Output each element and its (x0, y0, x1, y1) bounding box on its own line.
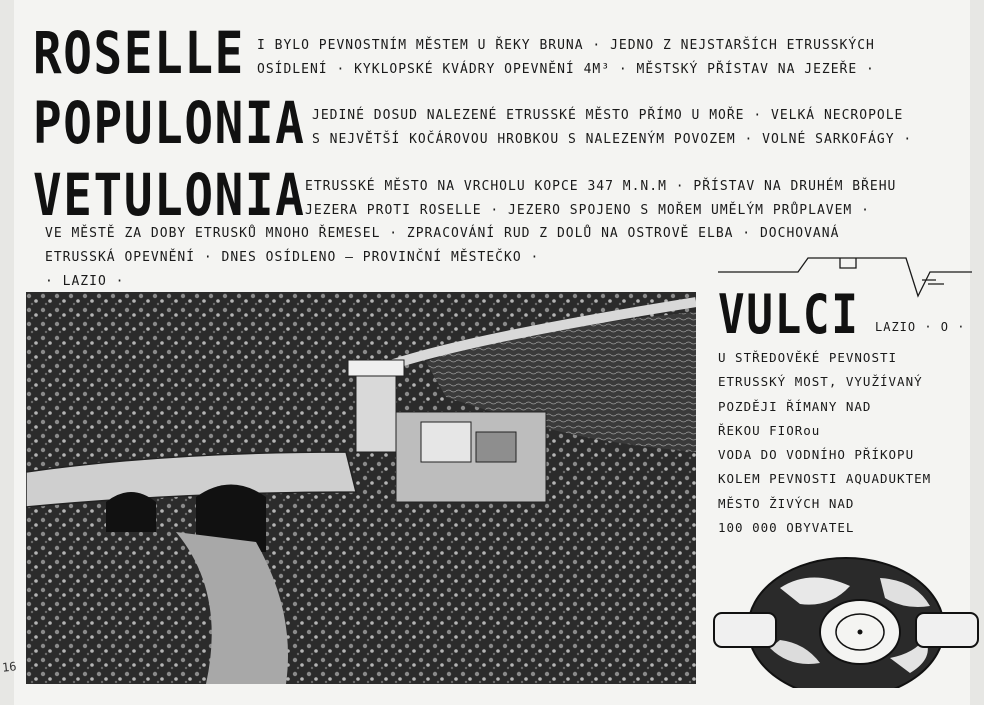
heading-populonia: POPULONIA (33, 89, 306, 157)
vulci-region-label: LAZIO · O · (875, 320, 966, 334)
text-line: ETRUSSKÝ MOST, VYUŽÍVANÝ (718, 374, 923, 390)
roselle-description (257, 34, 875, 82)
populonia-description (312, 104, 912, 152)
heading-roselle: ROSELLE (33, 19, 245, 87)
text-line: ETRUSSKÉ MĚSTO NA VRCHOLU KOPCE 347 M.N.M · PŘÍSTAV NA DRUHÉM BŘEHU (305, 179, 897, 194)
etruscan-vessel-icon (710, 528, 982, 688)
text-line: ŘEKOU FIORou (718, 422, 821, 438)
text-line: ETRUSSKÁ OPEVNĚNÍ · DNES OSÍDLENO – PROVINČNÍ MĚSTEČKO · (45, 250, 540, 265)
text-line: JEDINÉ DOSUD NALEZENÉ ETRUSSKÉ MĚSTO PŘÍMO U MOŘE · VELKÁ NECROPOLE (312, 108, 904, 123)
text-line: POZDĚJI ŘÍMANY NAD (718, 398, 872, 414)
page-edge-left (0, 0, 14, 705)
text-line: I BYLO PEVNOSTNÍM MĚSTEM U ŘEKY BRUNA · JEDNO Z NEJSTARŠÍCH ETRUSSKÝCH (257, 38, 875, 53)
vetulonia-description (305, 175, 896, 223)
text-line: · LAZIO · (45, 274, 125, 289)
text-line: 100 000 OBYVATEL (718, 520, 855, 536)
text-line: S NEJVĚTŠÍ KOČÁROVOU HROBKOU S NALEZENÝM POVOZEM · VOLNÉ SARKOFÁGY · (312, 132, 913, 147)
page-number: 16 (1, 659, 18, 675)
vulci-description (718, 346, 931, 540)
text-line: VE MĚSTĚ ZA DOBY ETRUSKŮ MNOHO ŘEMESEL · ZPRACOVÁNÍ RUD Z DOLŮ NA OSTROVĚ ELBA · DOCHOVANÁ (45, 226, 840, 241)
text-line: VODA DO VODNÍHO PŘÍKOPU (718, 447, 915, 463)
text-line: KOLEM PEVNOSTI AQUADUKTEM (718, 471, 932, 487)
heading-vetulonia: VETULONIA (33, 161, 306, 229)
heading-vulci: VULCI (718, 283, 860, 346)
text-line: U STŘEDOVĚKÉ PEVNOSTI (718, 350, 898, 365)
text-line: MĚSTO ŽIVÝCH NAD (718, 495, 855, 511)
aerial-photo-bridge-and-castle (26, 292, 696, 684)
text-line: JEZERA PROTI ROSELLE · JEZERO SPOJENO S MOŘEM UMĚLÝM PRŮPLAVEM · (305, 203, 870, 218)
text-line: OSÍDLENÍ · KYKLOPSKÉ KVÁDRY OPEVNĚNÍ 4M³ · MĚSTSKÝ PŘÍSTAV NA JEZEŘE · (257, 62, 875, 77)
